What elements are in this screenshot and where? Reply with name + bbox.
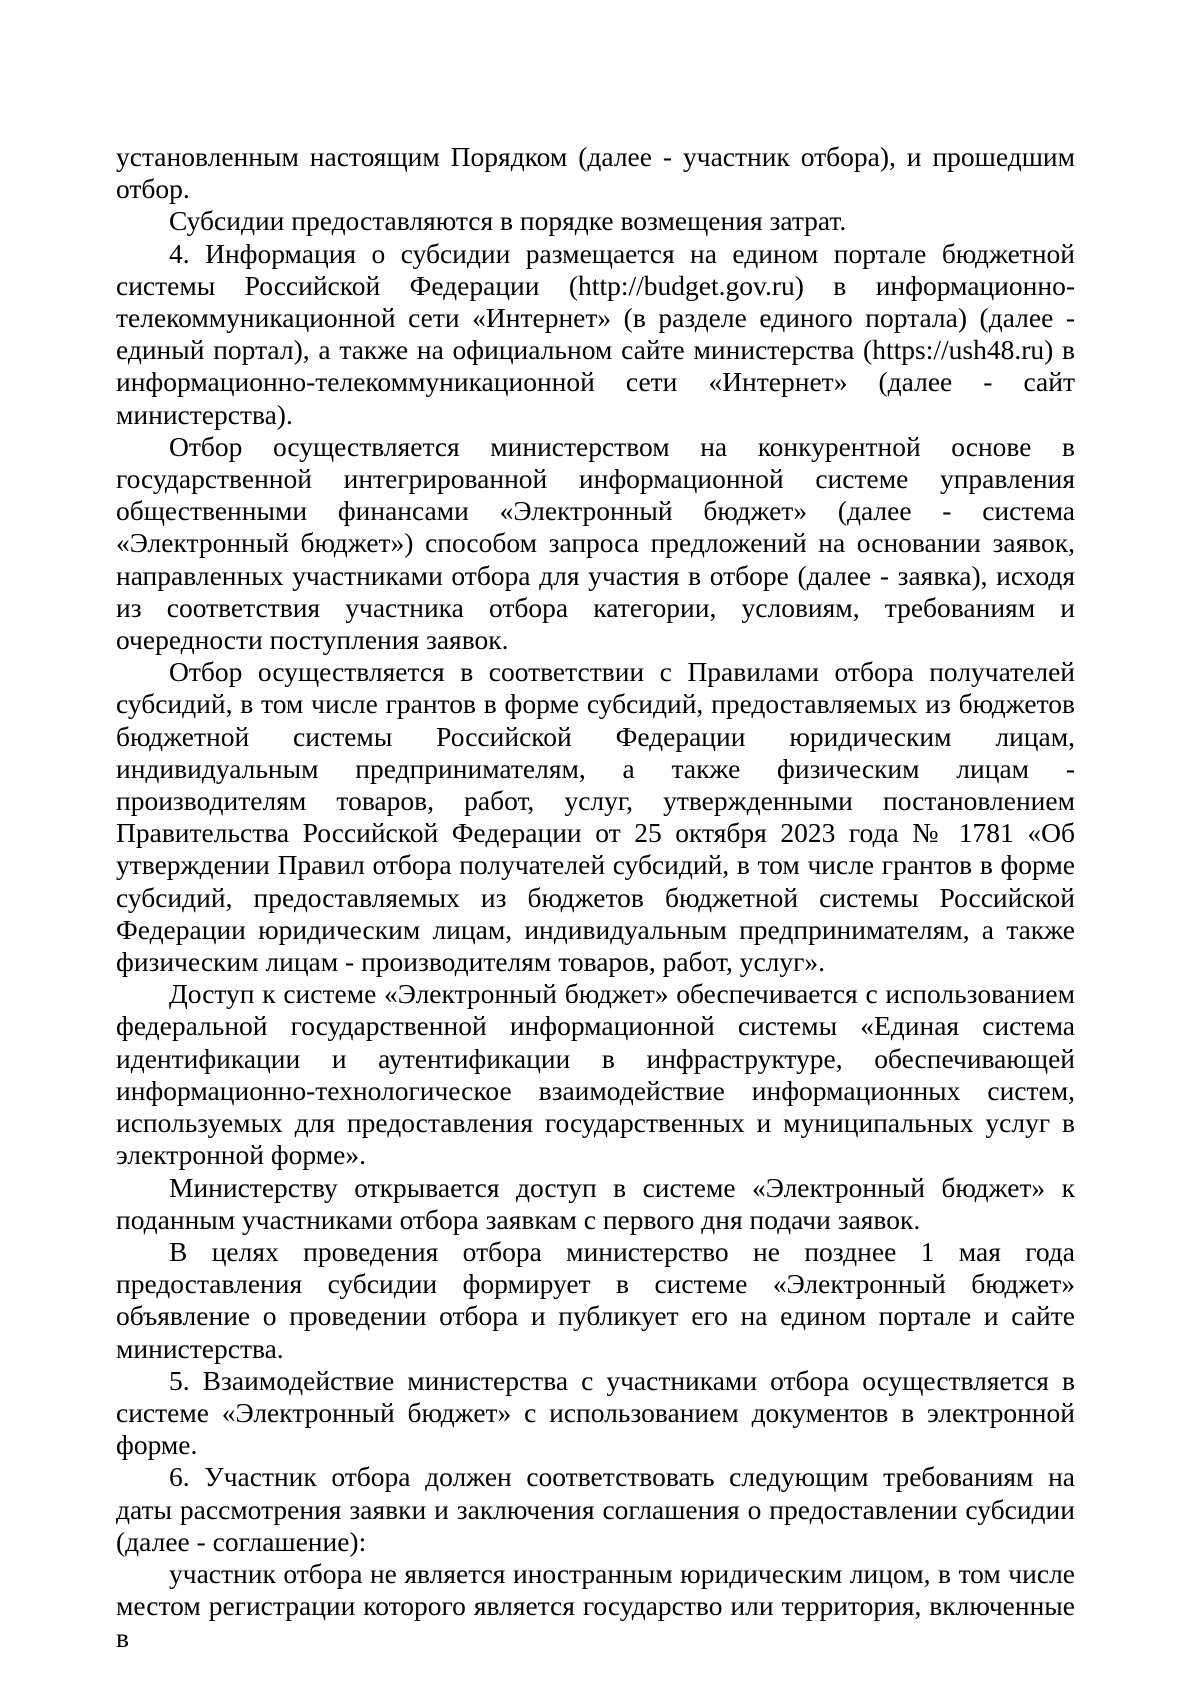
paragraph-item-5: 5. Взаимодействие министерства с участниками отбора осуществляется в системе «Электронный бюджет» с использованием документов в электронной форме. xyxy=(116,1364,1075,1461)
paragraph-requirement-foreign: участник отбора не является иностранным юридическим лицом, в том числе местом регистрации которого является государство или территория, включенные в xyxy=(116,1557,1075,1654)
paragraph-compensation: Субсидии предоставляются в порядке возмещения затрат. xyxy=(169,205,847,237)
paragraph-announcement: В целях проведения отбора министерство не позднее 1 мая года предоставления субсидии формирует в системе «Электронный бюджет» объявление о проведении отбора и публикует его на едином портале и сайте министерства. xyxy=(116,1235,1075,1364)
paragraph-system-access: Доступ к системе «Электронный бюджет» обеспечивается с использованием федеральной государственной информационной системы «Единая система идентификации и аутентификации в инфраструктуре, обеспечивающей информационно-технологическое взаимодействие информационных систем, используемых для предоставления государственных и муниципальных услуг в электронной форме». xyxy=(116,978,1075,1171)
document-page xyxy=(116,141,1075,1655)
paragraph-item-4: 4. Информация о субсидии размещается на едином портале бюджетной системы Российской Федерации (http://budget.gov.ru) в информационно-телекоммуникационной сети «Интернет» (в разделе единого портала) (далее - единый портал), а также на официальном сайте министерства (https://ush48.ru) в информационно-телекоммуникационной сети «Интернет» (далее - сайт министерства). xyxy=(116,237,1075,430)
paragraph-ministry-access: Министерству открывается доступ в системе «Электронный бюджет» к поданным участниками отбора заявкам с первого дня подачи заявок. xyxy=(116,1171,1075,1235)
paragraph-item-6: 6. Участник отбора должен соответствовать следующим требованиям на даты рассмотрения заявки и заключения соглашения о предоставлении субсидии (далее - соглашение): xyxy=(116,1461,1075,1557)
paragraph-selection-rules: Отбор осуществляется в соответствии с Правилами отбора получателей субсидий, в том числе грантов в форме субсидий, предоставляемых из бюджетов бюджетной системы Российской Федерации юридическим лицам, индивидуальным предпринимателям, а также физическим лицам - производителям товаров, работ, услуг, утвержденными постановлением Правительства Российской Федерации от 25 октября 2023 года № 1781 «Об утверждении Правил отбора получателей субсидий, в том числе грантов в форме субсидий, предоставляемых из бюджетов бюджетной системы Российской Федерации юридическим лицам, индивидуальным предпринимателям, а также физическим лицам - производителям товаров, работ, услуг». xyxy=(116,656,1075,978)
paragraph-selection-method: Отбор осуществляется министерством на конкурентной основе в государственной интегрированной информационной системе управления общественными финансами «Электронный бюджет» (далее - система «Электронный бюджет») способом запроса предложений на основании заявок, направленных участниками отбора для участия в отборе (далее - заявка), исходя из соответствия участника отбора категории, условиям, требованиям и очередности поступления заявок. xyxy=(116,430,1075,656)
paragraph-continuation: установленным настоящим Порядком (далее - участник отбора), и прошедшим отбор. xyxy=(116,141,1075,205)
